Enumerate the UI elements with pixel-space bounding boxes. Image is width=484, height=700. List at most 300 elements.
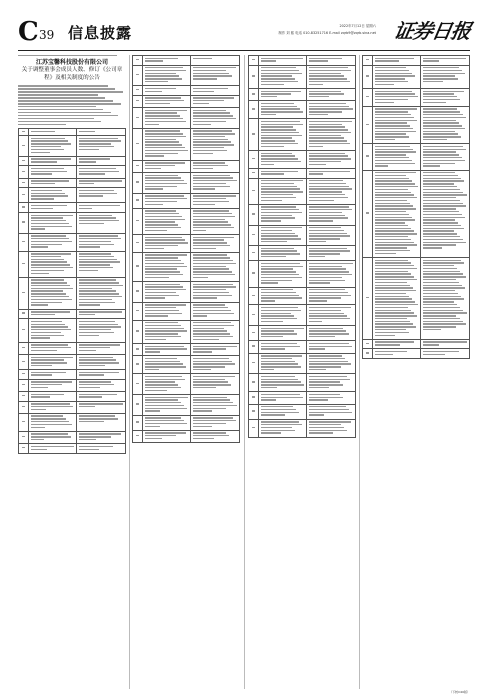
text-line <box>18 106 96 107</box>
text-line <box>375 250 409 251</box>
text-line <box>31 296 69 297</box>
table-row <box>133 95 239 107</box>
text-line <box>375 293 405 294</box>
text-line <box>261 256 286 257</box>
text-line <box>193 188 215 189</box>
row-number-cell <box>249 66 259 88</box>
original-clause-cell <box>259 226 307 246</box>
row-number-cell <box>363 340 373 349</box>
text-line <box>375 108 417 109</box>
text-line <box>31 314 55 315</box>
text-line <box>423 312 466 313</box>
text-line <box>31 173 52 174</box>
text-line <box>261 155 295 156</box>
text-line <box>261 173 283 174</box>
amendment-table <box>362 55 470 359</box>
text-line <box>309 248 347 249</box>
text-line <box>261 146 283 147</box>
text-line <box>145 310 178 311</box>
text-line <box>31 415 62 416</box>
row-number-cell <box>19 402 29 413</box>
original-clause-cell <box>143 303 191 320</box>
revised-clause-cell <box>307 226 355 246</box>
text-line <box>261 70 298 71</box>
text-line <box>261 414 285 415</box>
text-line <box>261 75 291 76</box>
text-line <box>309 430 347 431</box>
text-line <box>423 287 465 288</box>
text-line <box>79 193 117 194</box>
text-line <box>261 381 300 382</box>
text-line <box>375 70 409 71</box>
row-number-cell <box>19 188 29 202</box>
row-number-cell <box>19 166 29 177</box>
text-line <box>261 348 285 349</box>
text-line <box>261 153 292 154</box>
text-line <box>31 208 53 209</box>
text-line <box>423 163 455 164</box>
row-number-cell <box>249 326 259 340</box>
revised-clause-cell <box>77 278 125 309</box>
text-line <box>145 139 175 140</box>
text-line <box>193 153 213 154</box>
text-line <box>79 396 102 397</box>
text-line <box>423 296 461 297</box>
text-line <box>261 114 276 115</box>
text-line <box>31 223 69 224</box>
text-line <box>375 287 412 288</box>
text-line <box>423 329 441 330</box>
text-line <box>193 121 225 122</box>
text-line <box>79 406 95 407</box>
text-line <box>145 390 167 391</box>
text-line <box>145 379 185 380</box>
revised-clause-cell <box>77 310 125 319</box>
text-line <box>145 381 175 382</box>
text-line <box>423 225 461 226</box>
table-row <box>133 193 239 208</box>
text-line <box>375 222 405 223</box>
text-line <box>79 285 122 286</box>
text-line <box>193 221 228 222</box>
text-line <box>375 298 411 299</box>
column-divider <box>244 55 245 689</box>
row-number-cell <box>249 354 259 374</box>
text-line <box>193 387 216 388</box>
text-line <box>261 233 294 234</box>
table-row <box>249 373 355 391</box>
text-line <box>145 81 168 82</box>
text-line <box>193 219 225 220</box>
text-line <box>375 60 399 61</box>
text-line <box>309 250 350 251</box>
text-line <box>145 97 181 98</box>
text-line <box>309 220 333 221</box>
text-line <box>145 358 176 359</box>
text-line <box>145 260 180 261</box>
text-line <box>193 310 231 311</box>
row-number-cell <box>133 209 143 234</box>
original-clause-cell <box>143 86 191 95</box>
text-line <box>31 359 63 360</box>
text-line <box>375 310 411 311</box>
text-line <box>79 357 113 358</box>
text-line <box>261 241 286 242</box>
text-line <box>375 151 416 152</box>
text-line <box>145 216 182 217</box>
original-clause-cell <box>373 340 421 349</box>
text-line <box>145 133 182 134</box>
original-clause-cell <box>143 173 191 193</box>
revised-clause-cell <box>191 66 239 86</box>
text-line <box>193 204 214 205</box>
text-line <box>375 133 405 134</box>
text-line <box>18 88 115 89</box>
text-line <box>309 146 323 147</box>
text-line <box>261 126 292 127</box>
revised-clause-cell <box>421 258 469 339</box>
text-line <box>261 58 302 59</box>
text-line <box>423 276 466 277</box>
text-line <box>423 304 457 305</box>
revised-clause-cell <box>191 108 239 128</box>
text-line <box>261 430 294 431</box>
revised-clause-cell <box>421 56 469 65</box>
text-line <box>193 112 229 113</box>
text-line <box>145 397 187 398</box>
text-line <box>193 73 228 74</box>
text-line <box>193 376 235 377</box>
text-line <box>145 402 181 403</box>
text-line <box>423 323 465 324</box>
text-line <box>375 203 410 204</box>
column-divider <box>129 55 130 689</box>
continued-note: （下转C40版） <box>449 690 470 694</box>
original-clause-cell <box>259 246 307 260</box>
text-line <box>423 154 458 155</box>
text-line <box>375 197 416 198</box>
text-line <box>31 140 68 141</box>
original-clause-cell <box>259 169 307 178</box>
text-line <box>145 339 166 340</box>
text-line <box>193 408 226 409</box>
table-row <box>133 172 239 193</box>
text-line <box>309 60 328 61</box>
text-line <box>193 426 211 427</box>
row-number-cell <box>19 370 29 379</box>
text-line <box>31 195 67 196</box>
text-line <box>31 217 63 218</box>
text-line <box>145 144 181 145</box>
row-number-cell <box>249 89 259 100</box>
text-line <box>309 297 341 298</box>
text-line <box>309 233 347 234</box>
text-line <box>423 242 466 243</box>
text-line <box>31 439 44 440</box>
text-line <box>79 314 94 315</box>
text-line <box>375 75 415 76</box>
text-line <box>423 67 458 68</box>
table-row <box>133 394 239 415</box>
revised-clause-cell <box>191 194 239 208</box>
text-line <box>31 288 72 289</box>
text-line <box>261 73 301 74</box>
text-line <box>193 237 234 238</box>
text-line <box>375 163 415 164</box>
text-line <box>145 266 186 267</box>
text-line <box>31 215 72 216</box>
text-line <box>31 324 65 325</box>
text-line <box>18 112 111 113</box>
text-line <box>423 260 461 261</box>
text-line <box>375 341 414 342</box>
text-line <box>309 143 350 144</box>
text-line <box>145 408 186 409</box>
text-line <box>79 436 111 437</box>
text-line <box>375 244 416 245</box>
text-line <box>423 70 462 71</box>
text-line <box>79 359 116 360</box>
text-line <box>193 358 229 359</box>
text-line <box>79 267 113 268</box>
text-line <box>261 268 293 269</box>
text-line <box>31 344 67 345</box>
original-clause-cell <box>29 392 77 401</box>
text-line <box>79 235 118 236</box>
text-line <box>145 363 182 364</box>
text-line <box>423 293 458 294</box>
text-line <box>79 350 96 351</box>
original-clause-cell <box>373 349 421 358</box>
row-number-cell <box>363 349 373 358</box>
text-line <box>309 194 345 195</box>
row-number-cell <box>19 234 29 251</box>
text-line <box>193 423 226 424</box>
text-line <box>309 111 342 112</box>
row-number-cell <box>19 380 29 391</box>
row-number-cell <box>363 107 373 143</box>
text-line <box>423 73 465 74</box>
text-line <box>31 279 64 280</box>
text-line <box>31 158 70 159</box>
table-row <box>249 340 355 352</box>
text-line <box>193 435 228 436</box>
text-line <box>375 175 405 176</box>
text-line <box>261 164 274 165</box>
text-line <box>423 122 459 123</box>
text-line <box>423 81 443 82</box>
text-line <box>193 346 236 347</box>
revised-clause-cell <box>77 392 125 401</box>
text-line <box>193 168 213 169</box>
text-line <box>145 239 184 240</box>
text-line <box>309 289 345 290</box>
text-line <box>261 280 292 281</box>
text-line <box>145 180 184 181</box>
revised-clause-cell <box>77 343 125 354</box>
text-line <box>423 315 456 316</box>
row-number-cell <box>363 56 373 65</box>
text-line <box>79 387 100 388</box>
text-line <box>145 361 179 362</box>
text-line <box>423 354 444 355</box>
text-line <box>309 333 349 334</box>
text-line <box>193 402 233 403</box>
text-line <box>193 432 225 433</box>
text-line <box>375 332 409 333</box>
text-line <box>31 138 65 139</box>
revised-clause-cell <box>307 288 355 305</box>
text-line <box>309 81 350 82</box>
table-row <box>19 342 125 354</box>
text-line <box>18 118 94 119</box>
text-line <box>309 381 340 382</box>
text-line <box>193 254 227 255</box>
text-line <box>375 253 395 254</box>
table-row <box>249 204 355 225</box>
text-line <box>375 160 412 161</box>
text-line <box>193 133 235 134</box>
text-line <box>31 256 61 257</box>
text-line <box>309 161 341 162</box>
text-line <box>79 205 120 206</box>
text-line <box>375 183 414 184</box>
table-row <box>363 106 469 143</box>
text-line <box>423 290 455 291</box>
text-line <box>261 289 292 290</box>
text-line <box>79 131 94 132</box>
row-number-cell <box>19 129 29 135</box>
text-line <box>261 263 300 264</box>
revised-clause-cell <box>77 203 125 212</box>
text-line <box>309 280 344 281</box>
text-line <box>145 147 184 148</box>
text-line <box>18 115 118 116</box>
text-line <box>261 313 291 314</box>
revised-clause-cell <box>191 282 239 302</box>
table-row <box>249 56 355 65</box>
text-line <box>375 282 406 283</box>
text-line <box>31 246 47 247</box>
text-line <box>261 215 292 216</box>
text-line <box>375 84 394 85</box>
text-line <box>261 399 276 400</box>
text-line <box>31 394 64 395</box>
text-line <box>309 369 326 370</box>
text-line <box>193 227 234 228</box>
text-line <box>145 112 177 113</box>
text-line <box>193 242 227 243</box>
text-line <box>309 282 330 283</box>
security-code-line <box>18 55 126 56</box>
text-line <box>375 351 406 352</box>
text-line <box>145 201 176 202</box>
text-line <box>423 172 455 173</box>
text-line <box>375 228 411 229</box>
text-line <box>145 121 186 122</box>
revised-clause-cell <box>307 420 355 437</box>
text-line <box>309 295 351 296</box>
text-line <box>423 136 461 137</box>
text-line <box>309 355 341 356</box>
text-line <box>145 136 185 137</box>
original-clause-cell <box>29 432 77 443</box>
text-line <box>31 357 73 358</box>
text-line <box>261 220 281 221</box>
text-line <box>193 224 231 225</box>
text-line <box>375 149 413 150</box>
text-line <box>193 438 214 439</box>
text-line <box>375 219 415 220</box>
row-number-cell <box>249 305 259 325</box>
column-3 <box>248 55 356 689</box>
table-row <box>363 257 469 339</box>
text-line <box>18 91 123 92</box>
text-line <box>309 361 348 362</box>
text-line <box>31 409 46 410</box>
text-line <box>145 88 175 89</box>
text-line <box>31 143 71 144</box>
row-number-cell <box>249 261 259 286</box>
text-line <box>309 253 340 254</box>
original-clause-cell <box>143 416 191 430</box>
text-line <box>309 292 348 293</box>
text-line <box>31 326 68 327</box>
revised-clause-cell <box>191 303 239 320</box>
original-clause-cell <box>373 89 421 106</box>
text-line <box>79 149 99 150</box>
row-number-cell <box>19 157 29 166</box>
text-line <box>193 266 226 267</box>
original-clause-cell <box>29 188 77 202</box>
text-line <box>193 363 235 364</box>
text-line <box>31 228 45 229</box>
text-line <box>193 304 225 305</box>
table-row <box>249 65 355 88</box>
text-line <box>145 289 186 290</box>
text-line <box>423 236 460 237</box>
table-row <box>19 443 125 453</box>
text-line <box>375 296 408 297</box>
text-line <box>79 439 96 440</box>
text-line <box>309 135 341 136</box>
text-line <box>145 118 183 119</box>
table-row <box>19 165 125 177</box>
text-line <box>261 330 294 331</box>
text-line <box>423 285 462 286</box>
text-line <box>145 175 178 176</box>
text-line <box>261 274 299 275</box>
text-line <box>79 394 117 395</box>
table-row <box>249 88 355 100</box>
text-line <box>18 94 98 95</box>
original-clause-cell <box>29 370 77 379</box>
text-line <box>193 165 228 166</box>
text-line <box>261 230 291 231</box>
text-line <box>31 220 66 221</box>
text-line <box>193 263 236 264</box>
original-clause-cell <box>259 392 307 403</box>
text-line <box>79 173 104 174</box>
text-line <box>145 141 178 142</box>
text-line <box>309 412 351 413</box>
text-line <box>423 203 462 204</box>
text-line <box>261 336 282 337</box>
row-number-cell <box>19 392 29 401</box>
row-number-cell <box>133 344 143 355</box>
text-line <box>261 200 281 201</box>
original-clause-cell <box>29 136 77 156</box>
